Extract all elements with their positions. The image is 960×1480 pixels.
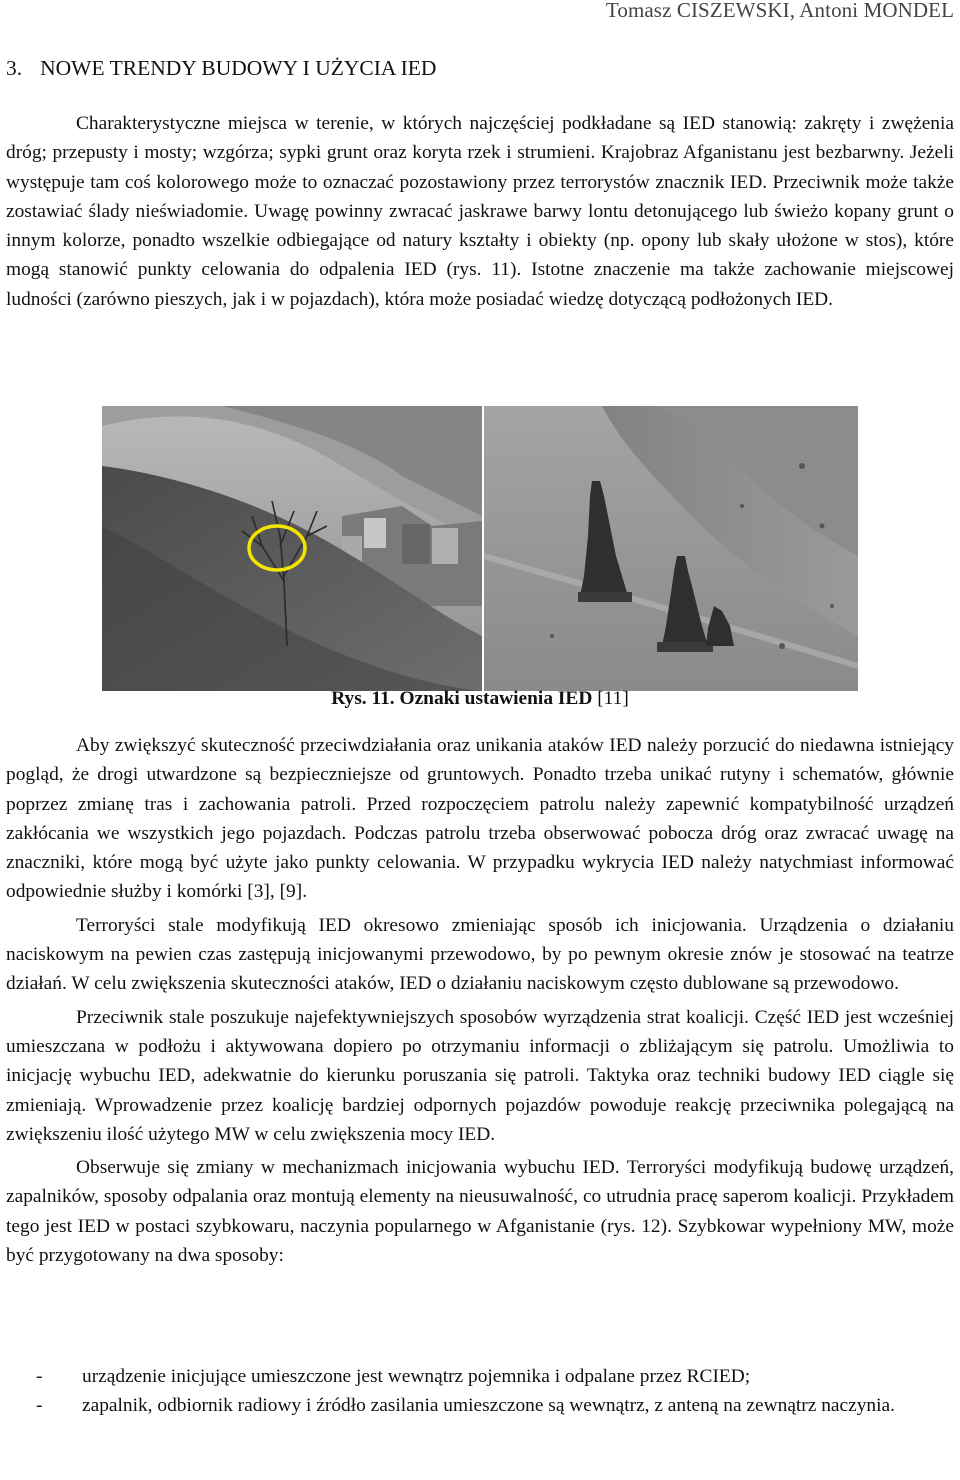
- paragraph-countermeasures: Aby zwiększyć skuteczność przeciwdziałania oraz unikania ataków IED należy porzucić do niedawna istniejący pogląd, że drogi utwardzone są bezpieczniejsze od gruntowych. Ponadto trzeba unikać rutyny i schematów, głównie poprzez zmianę tras i zachowania patroli. Przed rozpoczęciem patrolu należy zapewnić kompatybilność urządzeń zakłócania we wszystkich jego pojazdach. Podczas patrolu trzeba obserwować pobocza dróg oraz zwracać uwagę na znaczniki, które mogą być użyte jako punkty celowania. W przypadku wykrycia IED należy natychmiast informować odpowiednie służby i komórki [3], [9].: [6, 735, 954, 903]
- body-text: [6, 731, 954, 1274]
- caption-reference: [11]: [597, 688, 629, 709]
- photo-stone-cairns: [484, 406, 858, 691]
- bullet-list: [6, 1362, 954, 1421]
- paragraph-mechanism-changes: Obserwuje się zmiany w mechanizmach inicjowania wybuchu IED. Terroryści modyfikują budowę urządzeń, zapalników, sposoby odpalania oraz montują elementy na nieusuwalność, co utrudnia pracę saperom koalicji. Przykładem tego jest IED w postaci szybkowaru, naczynia popularnego w Afganistanie (rys. 12). Szybkowar wypełniony MW, może być przygotowany na dwa sposoby:: [6, 1157, 954, 1267]
- list-item-text: zapalnik, odbiornik radiowy i źródło zasilania umieszczone są wewnątrz, z anteną na zewnątrz naczynia.: [82, 1395, 895, 1417]
- caption-label: Rys. 11.: [331, 688, 395, 709]
- figure-photographs: [102, 406, 858, 691]
- paragraph-text: Charakterystyczne miejsca w terenie, w których najczęściej podkładane są IED stanowią: zakręty i zwężenia dróg; przepusty i mosty; wzgórza; sypki grunt oraz koryta rzek i strumieni. Krajobraz Afganistanu jest bezbarwny. Jeżeli występuje tam coś kolorowego może to oznaczać pozostawiony przez terrorystów znacznik IED. Przeciwnik może także zostawiać ślady nieświadomie. Uwagę powinny zwracać jaskrawe barwy lontu detonującego lub świeżo kopany grunt o innym kolorze, ponadto wszelkie odbiegające od natury kształty i obiekty (np. opony lub skały ułożone w stos), które mogą stanowić punkty celowania do odpalenia IED (rys. 11). Istotne znaczenie ma także zachowanie miejscowej ludności (zarówno pieszych, jak i w pojazdach), która może posiadać wiedzę dotyczącą podłożonych IED.: [6, 113, 954, 310]
- figure-caption: [0, 688, 960, 710]
- figure-ied-markers: [102, 406, 858, 691]
- list-item: [6, 1362, 954, 1391]
- photo-hillside-tree: [102, 406, 482, 691]
- list-dash: -: [36, 1366, 43, 1387]
- list-dash: -: [36, 1395, 43, 1417]
- section-number: 3.: [6, 56, 23, 80]
- section-heading: [6, 56, 436, 81]
- caption-title: Oznaki ustawienia IED: [399, 688, 593, 709]
- list-item: [6, 1391, 954, 1420]
- list-item-text: urządzenie inicjujące umieszczone jest wewnątrz pojemnika i odpalane przez RCIED;: [82, 1366, 751, 1387]
- paragraph-initiation-changes: Terroryści stale modyfikują IED okresowo zmieniając sposób ich inicjowania. Urządzenia o działaniu naciskowym na pewien czas zastępują inicjowanymi przewodowo, by po pewnym okresie znów je stosować na teatrze działań. W celu zwiększenia skuteczności ataków, IED o działaniu naciskowym często dublowane są przewodowo.: [6, 914, 954, 995]
- running-header-authors: Tomasz CISZEWSKI, Antoni MONDEL: [605, 0, 954, 22]
- paragraph-terrain-indicators: [6, 109, 954, 314]
- section-title: NOWE TRENDY BUDOWY I UŻYCIA IED: [40, 56, 437, 80]
- paragraph-adversary-tactics: Przeciwnik stale poszukuje najefektywniejszych sposobów wyrządzenia strat koalicji. Część IED jest wcześniej umieszczana w podłożu i aktywowana dopiero po otrzymaniu informacji o zbliżającym się patrolu. Umożliwia to inicjację wybuchu IED, adekwatnie do kierunku poruszania się patroli. Taktyka oraz techniki budowy IED ciągle się zmieniają. Wprowadzenie przez koalicję bardziej odpornych pojazdów powoduje reakcję przeciwnika polegającą na zwiększeniu ilość użytego MW w celu zwiększenia mocy IED.: [6, 1006, 954, 1145]
